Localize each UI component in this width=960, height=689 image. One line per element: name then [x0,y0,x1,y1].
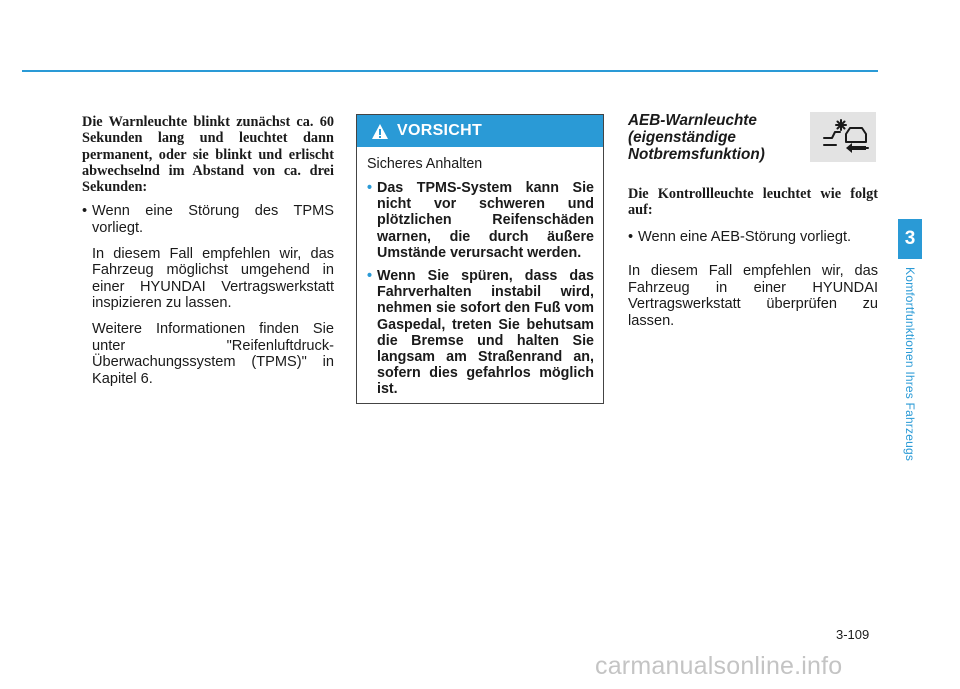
page-number: 3-109 [836,627,870,642]
right-bullet [628,229,878,246]
left-para-1: In diesem Fall empfehlen wir, das Fahrzeug möglichst umgehend in einer HYUNDAI Vertragswerkstatt inspizieren zu lassen. [92,245,334,312]
left-bullet [82,203,334,236]
caution-title: VORSICHT [397,122,483,139]
caution-body [357,147,603,398]
right-column-body [628,186,878,330]
right-bullet-text: Wenn eine AEB-Störung vorliegt. [638,228,852,245]
bullet-icon: • [367,268,373,285]
caution-bullet [367,268,594,398]
bullet-icon: • [367,180,373,196]
caution-header [357,115,603,147]
watermark: carmanualsonline.info [595,652,843,680]
left-para-2: Weitere Informationen finden Sie unter "Reifenluftdruck-Überwachungssystem (TPMS)" in Kapitel 6. [92,321,334,387]
left-intro: Die Warnleuchte blinkt zunächst ca. 60 Sekunden lang und leuchtet dann permanent, oder sie blinkt und erlischt abwechselnd im Abstand von ca. drei Sekunden: [82,114,334,196]
left-bullet-text: Wenn eine Störung des TPMS vorliegt. [92,203,334,237]
chapter-tab: 3 [898,219,922,259]
aeb-collision-warning-icon [810,112,876,162]
bullet-icon: • [82,203,88,220]
bullet-icon: • [628,228,634,245]
section-title: AEB-Warnleuchte (eigenständige Notbremsfunktion) [628,112,765,164]
warning-triangle-icon [371,123,389,140]
right-intro: Die Kontrollleuchte leuchtet wie folgt auf: [628,186,878,219]
left-column [82,114,334,387]
caution-bullet [367,180,594,261]
caution-bullet-text: Das TPMS-System kann Sie nicht vor schweren und plötzlichen Reifenschäden warnen, die durch äußere Umstände verursacht werden. [377,180,594,261]
right-para: In diesem Fall empfehlen wir, das Fahrzeug in einer HYUNDAI Vertragswerkstatt überprüfen zu lassen. [628,263,878,329]
chapter-label: Komfortfunktionen Ihres Fahrzeugs [903,267,917,462]
caution-subtitle: Sicheres Anhalten [367,156,483,172]
caution-box [356,114,604,404]
caution-bullet-text: Wenn Sie spüren, dass das Fahrverhalten instabil wird, nehmen sie sofort den Fuß vom Gaspedal, treten Sie behutsam die Bremse und halten Sie langsam am Straßenrand an, sofern dies gefahrlos möglich ist. [377,268,594,398]
top-rule [22,70,878,72]
